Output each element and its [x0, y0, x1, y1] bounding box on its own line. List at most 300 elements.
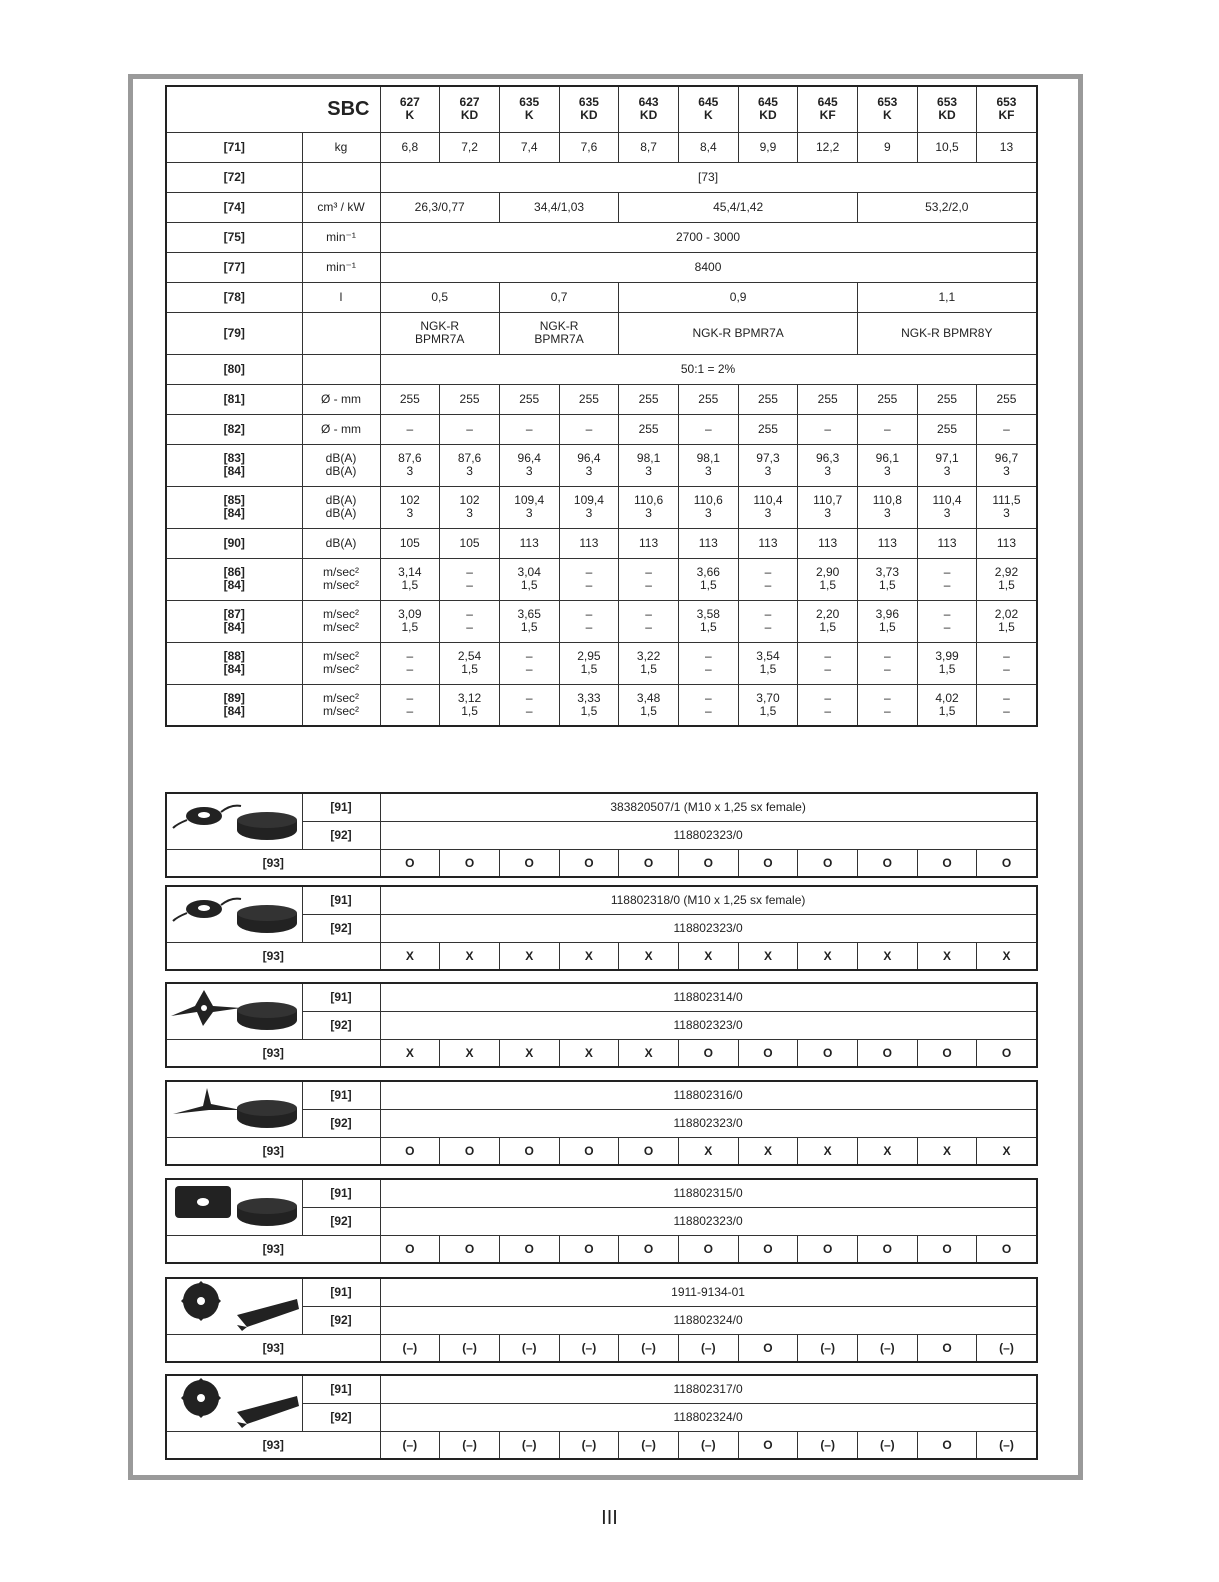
compatibility-mark: X [559, 1040, 619, 1068]
accessory-ref: [91] [302, 983, 380, 1012]
compatibility-mark: O [977, 850, 1037, 878]
page-number: III [601, 1507, 618, 1529]
spec-value: 53,2/2,0 [858, 192, 1037, 222]
spec-value: 26,3/0,77 [380, 192, 499, 222]
spec-value: 3,70 1,5 [738, 684, 798, 726]
guard-ref: [92] [302, 1012, 380, 1040]
spec-value: 110,4 3 [738, 486, 798, 528]
compatibility-mark: (–) [977, 1335, 1037, 1363]
spec-value: 255 [380, 384, 440, 414]
compatibility-mark: O [917, 1040, 977, 1068]
spec-ref: [77] [166, 252, 302, 282]
compatibility-mark: (–) [619, 1432, 679, 1460]
spec-value: 255 [440, 384, 500, 414]
accessory-ref: [91] [302, 886, 380, 915]
spec-value: 255 [917, 414, 977, 444]
spec-value: 2700 - 3000 [380, 222, 1037, 252]
spec-row [166, 486, 1037, 528]
spec-value: 3,65 1,5 [499, 600, 559, 642]
guard-ref: [92] [302, 915, 380, 943]
two-tooth-blade-icon [167, 1082, 302, 1134]
three-tooth-blade-icon [167, 984, 302, 1036]
model-header: 653 KD [917, 86, 977, 132]
spec-unit: m/sec² m/sec² [302, 558, 380, 600]
accessory-picture-cell [166, 983, 302, 1040]
compatibility-mark: X [858, 943, 918, 971]
spec-value: 109,4 3 [499, 486, 559, 528]
accessory-part-number: 118802315/0 [380, 1179, 1037, 1208]
compatibility-mark: O [499, 1236, 559, 1264]
spec-value: [73] [380, 162, 1037, 192]
compatibility-mark: O [380, 1236, 440, 1264]
circular-saw-blade-icon [167, 1279, 302, 1331]
accessory-picture-cell [166, 793, 302, 850]
compatibility-mark: (–) [858, 1335, 918, 1363]
compatibility-mark: (–) [440, 1335, 500, 1363]
spec-value: NGK-R BPMR7A [380, 312, 499, 354]
compatibility-ref: [93] [166, 1432, 380, 1460]
spec-value: 3,09 1,5 [380, 600, 440, 642]
spec-value: 255 [798, 384, 858, 414]
spec-value: – – [678, 642, 738, 684]
spec-value: 3,33 1,5 [559, 684, 619, 726]
guard-part-number: 118802324/0 [380, 1404, 1037, 1432]
brand-label: SBC [302, 86, 380, 132]
spec-unit: m/sec² m/sec² [302, 684, 380, 726]
compatibility-mark: O [559, 1138, 619, 1166]
spec-value: 3,96 1,5 [858, 600, 918, 642]
spec-value: 34,4/1,03 [499, 192, 618, 222]
compatibility-row [166, 1138, 1037, 1166]
spec-value: 2,54 1,5 [440, 642, 500, 684]
spec-value: – – [917, 600, 977, 642]
compatibility-mark: X [499, 943, 559, 971]
spec-value: 111,5 3 [977, 486, 1037, 528]
accessory-part-row [166, 793, 1037, 822]
compatibility-mark: O [977, 1236, 1037, 1264]
spec-ref: [80] [166, 354, 302, 384]
compatibility-mark: (–) [798, 1335, 858, 1363]
spec-value: 96,4 3 [559, 444, 619, 486]
spec-unit: dB(A) dB(A) [302, 444, 380, 486]
spec-unit: l [302, 282, 380, 312]
compatibility-mark: X [440, 1040, 500, 1068]
compatibility-mark: O [917, 1432, 977, 1460]
accessory-table [165, 1374, 1038, 1460]
spec-value: – – [917, 558, 977, 600]
spec-value: 3,14 1,5 [380, 558, 440, 600]
spec-value: 2,02 1,5 [977, 600, 1037, 642]
spec-value: 102 3 [380, 486, 440, 528]
spec-ref: [86] [84] [166, 558, 302, 600]
accessory-part-number: 1911-9134-01 [380, 1278, 1037, 1307]
model-header: 627 KD [440, 86, 500, 132]
compatibility-mark: X [917, 943, 977, 971]
spec-value: 110,8 3 [858, 486, 918, 528]
accessory-ref: [91] [302, 793, 380, 822]
spec-value: – [559, 414, 619, 444]
compatibility-mark: (–) [499, 1432, 559, 1460]
spec-value: 4,02 1,5 [917, 684, 977, 726]
accessory-picture-cell [166, 886, 302, 943]
compatibility-mark: O [678, 850, 738, 878]
compatibility-mark: X [559, 943, 619, 971]
spec-value: NGK-R BPMR8Y [858, 312, 1037, 354]
spec-value: 113 [738, 528, 798, 558]
spec-value: 3,22 1,5 [619, 642, 679, 684]
spec-ref: [83] [84] [166, 444, 302, 486]
spec-ref: [81] [166, 384, 302, 414]
model-header: 643 KD [619, 86, 679, 132]
compatibility-mark: (–) [380, 1432, 440, 1460]
spec-row [166, 132, 1037, 162]
compatibility-ref: [93] [166, 1335, 380, 1363]
spec-ref: [85] [84] [166, 486, 302, 528]
spec-value: 97,1 3 [917, 444, 977, 486]
spec-value: 3,12 1,5 [440, 684, 500, 726]
spec-value: 113 [798, 528, 858, 558]
accessory-table [165, 1080, 1038, 1166]
spec-ref: [90] [166, 528, 302, 558]
compatibility-mark: X [977, 1138, 1037, 1166]
spec-unit [302, 162, 380, 192]
spec-value: 3,58 1,5 [678, 600, 738, 642]
accessory-ref: [91] [302, 1375, 380, 1404]
guard-part-number: 118802323/0 [380, 1208, 1037, 1236]
guard-part-number: 118802324/0 [380, 1307, 1037, 1335]
spec-value: – – [738, 558, 798, 600]
accessory-table [165, 1178, 1038, 1264]
spec-value: 7,4 [499, 132, 559, 162]
accessory-part-row [166, 1278, 1037, 1307]
compatibility-mark: X [858, 1138, 918, 1166]
spec-value: – [977, 414, 1037, 444]
spec-row [166, 444, 1037, 486]
model-header: 635 K [499, 86, 559, 132]
spec-value: 3,04 1,5 [499, 558, 559, 600]
circular-saw-blade-icon [167, 1376, 302, 1428]
compatibility-mark: O [440, 850, 500, 878]
compatibility-row [166, 1335, 1037, 1363]
spec-value: 1,1 [858, 282, 1037, 312]
spec-value: 9 [858, 132, 918, 162]
four-tooth-blade-icon [167, 1180, 302, 1232]
spec-unit: dB(A) dB(A) [302, 486, 380, 528]
compatibility-row [166, 850, 1037, 878]
spec-value: 3,66 1,5 [678, 558, 738, 600]
compatibility-mark: (–) [678, 1335, 738, 1363]
guard-icon [237, 905, 297, 933]
compatibility-mark: O [917, 850, 977, 878]
guard-part-number: 118802323/0 [380, 822, 1037, 850]
spec-unit: Ø - mm [302, 384, 380, 414]
spec-value: 113 [559, 528, 619, 558]
model-header: 645 KD [738, 86, 798, 132]
guard-icon [237, 1002, 297, 1030]
compatibility-mark: O [738, 850, 798, 878]
compatibility-mark: X [380, 1040, 440, 1068]
accessory-table [165, 885, 1038, 971]
spec-value: 3,99 1,5 [917, 642, 977, 684]
compatibility-mark: O [380, 1138, 440, 1166]
compatibility-mark: O [858, 850, 918, 878]
trimmer-head-icon [167, 887, 302, 939]
spec-row [166, 414, 1037, 444]
spec-value: NGK-R BPMR7A [619, 312, 858, 354]
spec-value: – – [858, 684, 918, 726]
spec-value: 255 [858, 384, 918, 414]
accessory-picture-cell [166, 1375, 302, 1432]
header-blank-cell [166, 86, 302, 132]
spec-row [166, 252, 1037, 282]
spec-value: 0,7 [499, 282, 618, 312]
spec-row [166, 684, 1037, 726]
spec-row [166, 558, 1037, 600]
compatibility-mark: X [977, 943, 1037, 971]
compatibility-mark: O [798, 1236, 858, 1264]
spec-value: 255 [977, 384, 1037, 414]
compatibility-mark: X [738, 943, 798, 971]
spec-unit: m/sec² m/sec² [302, 600, 380, 642]
compatibility-mark: O [858, 1040, 918, 1068]
model-header: 627 K [380, 86, 440, 132]
compatibility-ref: [93] [166, 1236, 380, 1264]
spec-value: 7,2 [440, 132, 500, 162]
spec-value: 113 [619, 528, 679, 558]
spec-ref: [87] [84] [166, 600, 302, 642]
accessory-part-number: 383820507/1 (M10 x 1,25 sx female) [380, 793, 1037, 822]
spec-unit [302, 354, 380, 384]
compatibility-row [166, 1236, 1037, 1264]
spec-unit: m/sec² m/sec² [302, 642, 380, 684]
spec-row [166, 312, 1037, 354]
guard-part-number: 118802323/0 [380, 915, 1037, 943]
compatibility-ref: [93] [166, 850, 380, 878]
compatibility-ref: [93] [166, 1138, 380, 1166]
compatibility-mark: O [678, 1236, 738, 1264]
spec-value: 8,7 [619, 132, 679, 162]
spec-value: 3,73 1,5 [858, 558, 918, 600]
spec-value: – – [499, 684, 559, 726]
compatibility-mark: O [440, 1138, 500, 1166]
spec-value: 96,4 3 [499, 444, 559, 486]
compatibility-mark: O [738, 1040, 798, 1068]
spec-row [166, 642, 1037, 684]
accessory-part-number: 118802318/0 (M10 x 1,25 sx female) [380, 886, 1037, 915]
spec-value: 0,9 [619, 282, 858, 312]
accessory-picture-cell [166, 1179, 302, 1236]
accessory-ref: [91] [302, 1179, 380, 1208]
spec-row [166, 600, 1037, 642]
model-header: 635 KD [559, 86, 619, 132]
spec-value: – [380, 414, 440, 444]
spec-value: – – [499, 642, 559, 684]
model-header: 645 K [678, 86, 738, 132]
spec-unit [302, 312, 380, 354]
compatibility-mark: O [559, 850, 619, 878]
compatibility-mark: X [678, 943, 738, 971]
spec-value: 255 [678, 384, 738, 414]
spec-value: 109,4 3 [559, 486, 619, 528]
spec-value: 102 3 [440, 486, 500, 528]
spec-value: – – [619, 600, 679, 642]
spec-value: 10,5 [917, 132, 977, 162]
accessory-picture-cell [166, 1278, 302, 1335]
compatibility-ref: [93] [166, 1040, 380, 1068]
compatibility-mark: O [917, 1335, 977, 1363]
spec-row [166, 282, 1037, 312]
spec-ref: [82] [166, 414, 302, 444]
spec-value: 13 [977, 132, 1037, 162]
accessory-part-row [166, 1179, 1037, 1208]
spec-ref: [78] [166, 282, 302, 312]
compatibility-mark: O [738, 1432, 798, 1460]
spec-value: 255 [499, 384, 559, 414]
compatibility-mark: (–) [858, 1432, 918, 1460]
spec-ref: [74] [166, 192, 302, 222]
spec-value: – – [380, 642, 440, 684]
spec-row [166, 222, 1037, 252]
spec-value: 255 [619, 414, 679, 444]
accessory-part-number: 118802317/0 [380, 1375, 1037, 1404]
accessory-part-row [166, 983, 1037, 1012]
guard-ref: [92] [302, 1110, 380, 1138]
compatibility-mark: X [619, 943, 679, 971]
spec-row [166, 384, 1037, 414]
spec-ref: [79] [166, 312, 302, 354]
compatibility-mark: O [380, 850, 440, 878]
spec-value: 97,3 3 [738, 444, 798, 486]
compatibility-mark: O [678, 1040, 738, 1068]
guard-ref: [92] [302, 1208, 380, 1236]
spec-value: 3,54 1,5 [738, 642, 798, 684]
spec-value: 98,1 3 [678, 444, 738, 486]
compatibility-ref: [93] [166, 943, 380, 971]
spec-value: 113 [499, 528, 559, 558]
accessory-picture-cell [166, 1081, 302, 1138]
spec-value: 3,48 1,5 [619, 684, 679, 726]
spec-unit: min⁻¹ [302, 222, 380, 252]
compatibility-mark: X [499, 1040, 559, 1068]
spec-value: – – [798, 684, 858, 726]
compatibility-mark: O [619, 1138, 679, 1166]
spec-value: 45,4/1,42 [619, 192, 858, 222]
accessory-part-row [166, 1375, 1037, 1404]
trimmer-head-icon [167, 794, 302, 846]
spec-value: – – [977, 684, 1037, 726]
guard-icon [237, 1198, 297, 1226]
spec-value: 255 [738, 384, 798, 414]
compatibility-row [166, 1432, 1037, 1460]
compatibility-mark: (–) [619, 1335, 679, 1363]
guard-ref: [92] [302, 1307, 380, 1335]
spec-value: 12,2 [798, 132, 858, 162]
spec-value: 255 [619, 384, 679, 414]
compatibility-mark: (–) [559, 1432, 619, 1460]
spec-value: 2,20 1,5 [798, 600, 858, 642]
compatibility-mark: X [798, 1138, 858, 1166]
spec-value: 110,4 3 [917, 486, 977, 528]
spec-value: 9,9 [738, 132, 798, 162]
spec-value: – – [678, 684, 738, 726]
spec-value: 96,7 3 [977, 444, 1037, 486]
accessory-part-number: 118802314/0 [380, 983, 1037, 1012]
compatibility-mark: X [619, 1040, 679, 1068]
spec-unit: dB(A) [302, 528, 380, 558]
spec-value: – – [977, 642, 1037, 684]
spec-row [166, 192, 1037, 222]
accessory-part-number: 118802316/0 [380, 1081, 1037, 1110]
guard-icon [237, 1396, 299, 1428]
spec-value: 96,3 3 [798, 444, 858, 486]
compatibility-mark: O [977, 1040, 1037, 1068]
compatibility-mark: O [619, 850, 679, 878]
spec-value: – – [738, 600, 798, 642]
spec-unit: kg [302, 132, 380, 162]
model-header: 653 K [858, 86, 918, 132]
spec-value: 96,1 3 [858, 444, 918, 486]
compatibility-mark: O [619, 1236, 679, 1264]
spec-value: 255 [917, 384, 977, 414]
spec-unit: min⁻¹ [302, 252, 380, 282]
spec-value: 50:1 = 2% [380, 354, 1037, 384]
model-header: 645 KF [798, 86, 858, 132]
compatibility-mark: O [798, 1040, 858, 1068]
accessory-table [165, 982, 1038, 1068]
accessory-ref: [91] [302, 1081, 380, 1110]
spec-value: – – [858, 642, 918, 684]
accessory-ref: [91] [302, 1278, 380, 1307]
spec-value: 255 [559, 384, 619, 414]
accessory-part-row [166, 1081, 1037, 1110]
compatibility-mark: X [738, 1138, 798, 1166]
spec-value: 105 [440, 528, 500, 558]
compatibility-mark: (–) [380, 1335, 440, 1363]
spec-value: 7,6 [559, 132, 619, 162]
spec-value: – – [619, 558, 679, 600]
spec-value: 8400 [380, 252, 1037, 282]
guard-icon [237, 812, 297, 840]
compatibility-mark: O [917, 1236, 977, 1264]
compatibility-mark: X [380, 943, 440, 971]
spec-value: 113 [678, 528, 738, 558]
spec-value: 2,95 1,5 [559, 642, 619, 684]
compatibility-mark: O [738, 1335, 798, 1363]
spec-value: 113 [917, 528, 977, 558]
spec-value: – – [559, 600, 619, 642]
spec-row [166, 528, 1037, 558]
model-header: 653 KF [977, 86, 1037, 132]
spec-ref: [75] [166, 222, 302, 252]
accessory-part-row [166, 886, 1037, 915]
guard-icon [237, 1299, 299, 1331]
spec-value: 87,6 3 [440, 444, 500, 486]
spec-value: 105 [380, 528, 440, 558]
guard-ref: [92] [302, 822, 380, 850]
accessory-table [165, 1277, 1038, 1363]
compatibility-mark: (–) [559, 1335, 619, 1363]
guard-part-number: 118802323/0 [380, 1110, 1037, 1138]
spec-value: – [499, 414, 559, 444]
spec-value: 98,1 3 [619, 444, 679, 486]
compatibility-mark: X [798, 943, 858, 971]
spec-value: – [678, 414, 738, 444]
spec-value: 87,6 3 [380, 444, 440, 486]
guard-part-number: 118802323/0 [380, 1012, 1037, 1040]
spec-value: 110,7 3 [798, 486, 858, 528]
compatibility-mark: O [499, 1138, 559, 1166]
specs-table [165, 85, 1038, 727]
